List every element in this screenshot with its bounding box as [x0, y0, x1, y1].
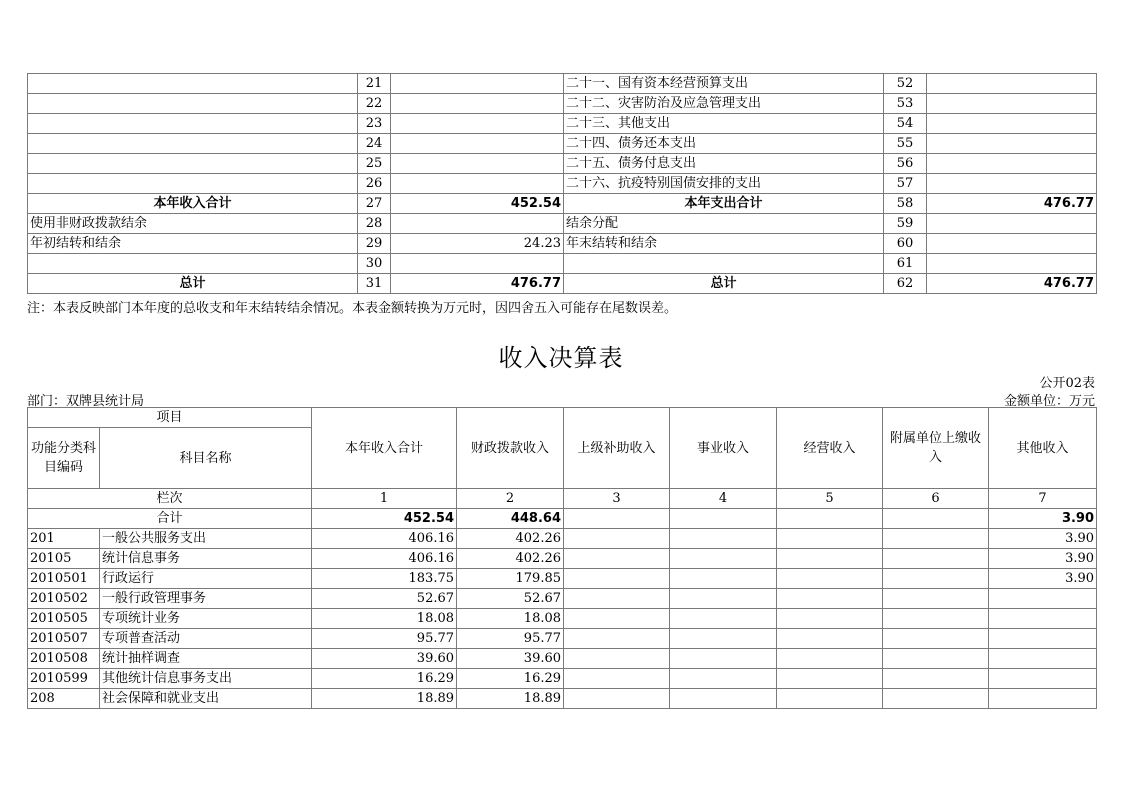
header-code: 功能分类科目编码	[28, 428, 100, 489]
subject-name: 一般公共服务支出	[100, 529, 312, 549]
income-total-amount: 476.77	[391, 274, 564, 294]
expense-item-label: 结余分配	[564, 214, 884, 234]
income-line-no: 27	[358, 194, 391, 214]
subject-code: 2010501	[28, 569, 100, 589]
expense-total-amount: 476.77	[927, 274, 1097, 294]
subject-code: 208	[28, 689, 100, 709]
income-total-label: 总计	[28, 274, 358, 294]
table-row	[28, 649, 1097, 669]
income-line-no: 23	[358, 114, 391, 134]
column-number: 7	[989, 489, 1097, 509]
amount-cell	[777, 669, 883, 689]
column-number: 3	[564, 489, 670, 509]
amount-cell	[777, 569, 883, 589]
income-amount	[391, 254, 564, 274]
income-amount	[391, 94, 564, 114]
page-title: 收入决算表	[498, 344, 624, 372]
amount-cell	[670, 609, 777, 629]
total-value	[564, 509, 670, 529]
expense-line-no: 59	[884, 214, 927, 234]
amount-cell: 3.90	[989, 549, 1097, 569]
income-item-label	[28, 154, 358, 174]
income-final-accounts-table	[27, 407, 1097, 709]
amount-cell	[883, 529, 989, 549]
income-line-no: 24	[358, 134, 391, 154]
header-col-7: 其他收入	[989, 408, 1097, 489]
expense-total-label: 本年支出合计	[564, 194, 884, 214]
table-row	[28, 689, 1097, 709]
expense-amount	[927, 114, 1097, 134]
amount-cell	[670, 629, 777, 649]
table-row	[28, 549, 1097, 569]
subject-name: 行政运行	[100, 569, 312, 589]
expense-amount	[927, 214, 1097, 234]
expense-item-label	[564, 254, 884, 274]
expense-amount	[927, 234, 1097, 254]
amount-cell	[777, 529, 883, 549]
header-col-1: 本年收入合计	[312, 408, 457, 489]
expense-line-no: 56	[884, 154, 927, 174]
expense-line-no: 54	[884, 114, 927, 134]
total-value: 452.54	[312, 509, 457, 529]
amount-cell	[989, 669, 1097, 689]
subject-code: 2010508	[28, 649, 100, 669]
income-item-label: 年初结转和结余	[28, 234, 358, 254]
income-amount	[391, 134, 564, 154]
table-row	[28, 174, 1097, 194]
amount-cell	[883, 669, 989, 689]
expense-line-no: 53	[884, 94, 927, 114]
amount-cell	[564, 669, 670, 689]
income-amount	[391, 74, 564, 94]
column-number: 4	[670, 489, 777, 509]
amount-cell: 179.85	[457, 569, 564, 589]
amount-cell: 3.90	[989, 569, 1097, 589]
expense-total-amount: 476.77	[927, 194, 1097, 214]
income-item-label	[28, 114, 358, 134]
table-row	[28, 589, 1097, 609]
expense-line-no: 55	[884, 134, 927, 154]
subject-name: 社会保障和就业支出	[100, 689, 312, 709]
column-number: 2	[457, 489, 564, 509]
amount-cell: 95.77	[312, 629, 457, 649]
total-value	[670, 509, 777, 529]
column-number: 5	[777, 489, 883, 509]
amount-cell	[670, 689, 777, 709]
amount-cell: 52.67	[312, 589, 457, 609]
expense-line-no: 58	[884, 194, 927, 214]
amount-cell: 3.90	[989, 529, 1097, 549]
amount-cell	[989, 689, 1097, 709]
expense-item-label: 二十三、其他支出	[564, 114, 884, 134]
amount-cell	[777, 689, 883, 709]
income-amount	[391, 114, 564, 134]
amount-cell: 183.75	[312, 569, 457, 589]
amount-cell	[564, 689, 670, 709]
amount-cell	[777, 549, 883, 569]
table-row	[28, 94, 1097, 114]
amount-cell	[564, 609, 670, 629]
amount-cell	[564, 529, 670, 549]
income-line-no: 30	[358, 254, 391, 274]
income-amount	[391, 214, 564, 234]
income-item-label	[28, 94, 358, 114]
amount-cell	[670, 569, 777, 589]
total-label: 合计	[28, 509, 312, 529]
amount-cell: 18.08	[457, 609, 564, 629]
amount-cell	[564, 629, 670, 649]
amount-cell: 52.67	[457, 589, 564, 609]
amount-cell	[883, 629, 989, 649]
income-item-label	[28, 254, 358, 274]
income-amount: 24.23	[391, 234, 564, 254]
amount-cell	[989, 589, 1097, 609]
expense-amount	[927, 254, 1097, 274]
amount-cell: 39.60	[312, 649, 457, 669]
column-number-label: 栏次	[28, 489, 312, 509]
expense-amount	[927, 74, 1097, 94]
total-value	[777, 509, 883, 529]
amount-cell: 406.16	[312, 529, 457, 549]
amount-cell	[564, 569, 670, 589]
income-line-no: 25	[358, 154, 391, 174]
amount-cell	[883, 609, 989, 629]
expense-amount	[927, 94, 1097, 114]
amount-cell	[777, 649, 883, 669]
expense-item-label: 二十二、灾害防治及应急管理支出	[564, 94, 884, 114]
table-row	[28, 529, 1097, 549]
amount-cell	[883, 689, 989, 709]
subject-name: 专项统计业务	[100, 609, 312, 629]
income-line-no: 28	[358, 214, 391, 234]
header-item: 项目	[28, 408, 312, 428]
income-total-label: 本年收入合计	[28, 194, 358, 214]
subject-name: 统计抽样调查	[100, 649, 312, 669]
expense-item-label: 二十五、债务付息支出	[564, 154, 884, 174]
subject-code: 2010502	[28, 589, 100, 609]
amount-cell	[777, 589, 883, 609]
income-amount	[391, 154, 564, 174]
subject-name: 一般行政管理事务	[100, 589, 312, 609]
amount-cell	[989, 649, 1097, 669]
table-row	[28, 114, 1097, 134]
amount-cell	[777, 609, 883, 629]
table-row	[28, 154, 1097, 174]
table-row	[28, 254, 1097, 274]
column-number-row	[28, 489, 1097, 509]
amount-cell	[564, 589, 670, 609]
column-number: 1	[312, 489, 457, 509]
amount-cell: 16.29	[312, 669, 457, 689]
form-code: 公开02表	[1039, 376, 1095, 391]
amount-cell	[883, 649, 989, 669]
table-row	[28, 134, 1097, 154]
subject-code: 2010505	[28, 609, 100, 629]
expense-total-label: 总计	[564, 274, 884, 294]
amount-cell: 18.89	[457, 689, 564, 709]
expense-amount	[927, 174, 1097, 194]
amount-cell	[883, 549, 989, 569]
amount-cell: 95.77	[457, 629, 564, 649]
amount-cell: 39.60	[457, 649, 564, 669]
table-row	[28, 274, 1097, 294]
income-line-no: 31	[358, 274, 391, 294]
amount-cell: 406.16	[312, 549, 457, 569]
subject-code: 2010507	[28, 629, 100, 649]
header-col-3: 上级补助收入	[564, 408, 670, 489]
amount-cell: 402.26	[457, 529, 564, 549]
header-row-item	[28, 408, 1097, 428]
header-col-5: 经营收入	[777, 408, 883, 489]
income-expense-summary-table	[27, 73, 1097, 294]
table-row	[28, 629, 1097, 649]
table-row	[28, 234, 1097, 254]
expense-amount	[927, 154, 1097, 174]
amount-cell: 16.29	[457, 669, 564, 689]
department-label: 部门：双牌县统计局	[27, 394, 145, 409]
amount-cell	[670, 649, 777, 669]
amount-cell	[670, 549, 777, 569]
total-row	[28, 509, 1097, 529]
total-value: 3.90	[989, 509, 1097, 529]
subject-name: 其他统计信息事务支出	[100, 669, 312, 689]
income-item-label	[28, 174, 358, 194]
subject-code: 201	[28, 529, 100, 549]
income-item-label: 使用非财政拨款结余	[28, 214, 358, 234]
amount-cell: 18.89	[312, 689, 457, 709]
expense-item-label: 二十四、债务还本支出	[564, 134, 884, 154]
income-item-label	[28, 74, 358, 94]
income-total-amount: 452.54	[391, 194, 564, 214]
amount-cell	[670, 529, 777, 549]
amount-cell	[777, 629, 883, 649]
table-row	[28, 609, 1097, 629]
subject-name: 专项普查活动	[100, 629, 312, 649]
column-number: 6	[883, 489, 989, 509]
header-col-4: 事业收入	[670, 408, 777, 489]
amount-cell	[564, 649, 670, 669]
header-name: 科目名称	[100, 428, 312, 489]
expense-line-no: 52	[884, 74, 927, 94]
income-line-no: 22	[358, 94, 391, 114]
table-note: 注：本表反映部门本年度的总收支和年末结转结余情况。本表金额转换为万元时，因四舍五入可能存在尾数误差。	[27, 301, 678, 316]
income-line-no: 29	[358, 234, 391, 254]
amount-cell	[670, 669, 777, 689]
expense-line-no: 62	[884, 274, 927, 294]
expense-line-no: 61	[884, 254, 927, 274]
amount-unit-label: 金额单位：万元	[1003, 394, 1095, 409]
total-value	[883, 509, 989, 529]
income-item-label	[28, 134, 358, 154]
table-row	[28, 669, 1097, 689]
amount-cell: 18.08	[312, 609, 457, 629]
table-row	[28, 194, 1097, 214]
expense-item-label: 二十六、抗疫特别国债安排的支出	[564, 174, 884, 194]
amount-cell	[989, 609, 1097, 629]
total-value: 448.64	[457, 509, 564, 529]
income-line-no: 26	[358, 174, 391, 194]
table-row	[28, 214, 1097, 234]
table-row	[28, 74, 1097, 94]
income-line-no: 21	[358, 74, 391, 94]
income-amount	[391, 174, 564, 194]
expense-amount	[927, 134, 1097, 154]
table-row	[28, 569, 1097, 589]
amount-cell	[564, 549, 670, 569]
amount-cell	[883, 569, 989, 589]
expense-item-label: 二十一、国有资本经营预算支出	[564, 74, 884, 94]
subject-code: 20105	[28, 549, 100, 569]
subject-name: 统计信息事务	[100, 549, 312, 569]
amount-cell	[989, 629, 1097, 649]
amount-cell: 402.26	[457, 549, 564, 569]
amount-cell	[883, 589, 989, 609]
amount-cell	[670, 589, 777, 609]
header-col-6: 附属单位上缴收入	[883, 408, 989, 489]
expense-item-label: 年末结转和结余	[564, 234, 884, 254]
header-col-2: 财政拨款收入	[457, 408, 564, 489]
subject-code: 2010599	[28, 669, 100, 689]
expense-line-no: 60	[884, 234, 927, 254]
expense-line-no: 57	[884, 174, 927, 194]
